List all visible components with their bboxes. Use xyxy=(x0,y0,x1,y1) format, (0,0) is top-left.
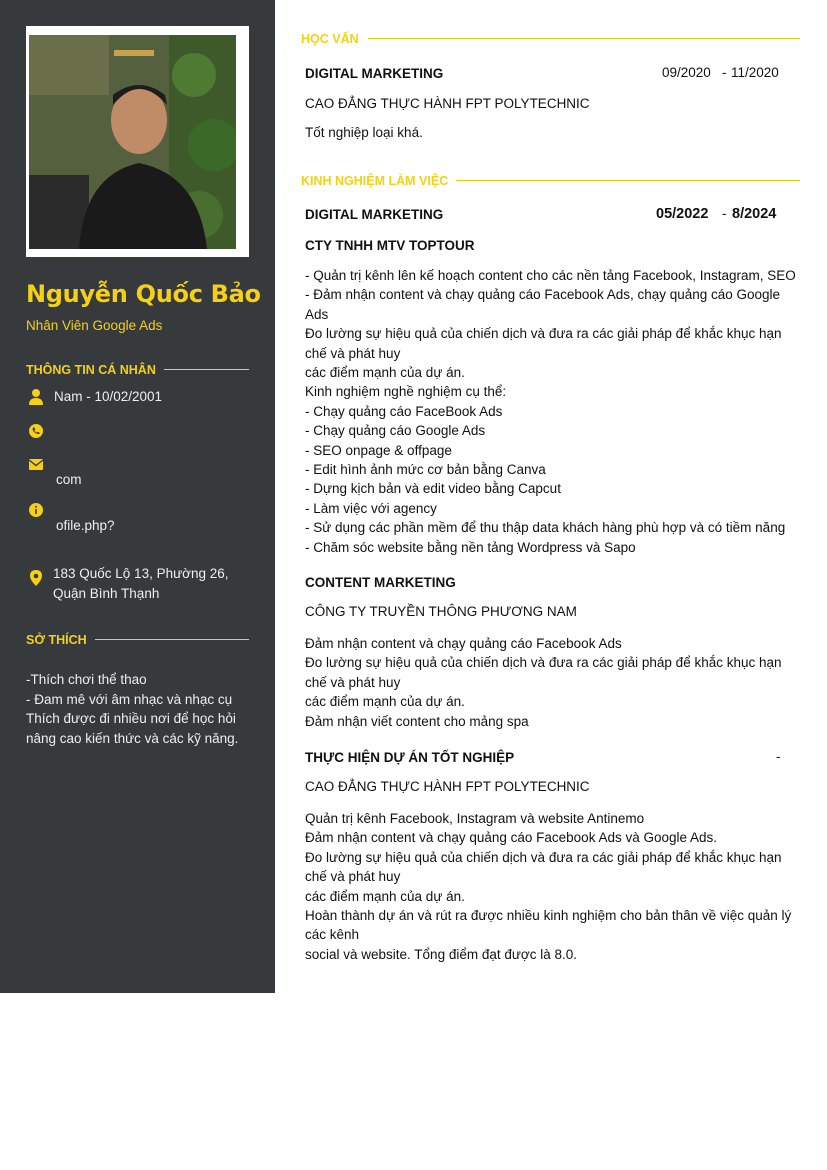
job-3-company: CAO ĐẲNG THỰC HÀNH FPT POLYTECHNIC xyxy=(305,779,590,794)
website-row xyxy=(26,501,256,541)
job-3-date-separator: - xyxy=(776,749,781,764)
education-end-date: 11/2020 xyxy=(731,65,779,80)
personal-info-heading: THÔNG TIN CÁ NHÂN xyxy=(26,363,156,377)
profile-photo-frame xyxy=(26,26,249,257)
experience-heading: KINH NGHIỆM LÀM VIỆC xyxy=(301,174,449,188)
detail-line: social và website. Tổng điểm đạt được là 8.0. xyxy=(305,946,578,962)
detail-line: Quản trị kênh Facebook, Instagram và website Antinemo xyxy=(305,811,645,826)
detail-line: Đo lường sự hiệu quả của chiến dịch và đưa ra các giải pháp để khắc khục hạn xyxy=(305,655,782,671)
detail-line: chế và phát huy xyxy=(305,674,401,690)
detail-line: chế và phát huy xyxy=(305,869,401,885)
candidate-name: Nguyễn Quốc Bảo xyxy=(26,280,261,308)
job-2-details xyxy=(305,634,782,731)
detail-line: - Edit hình ảnh mức cơ bản bằng Canva xyxy=(305,462,546,478)
detail-line: Đảm nhận content và chạy quảng cáo Facebook Ads xyxy=(305,636,622,651)
education-school: CAO ĐẲNG THỰC HÀNH FPT POLYTECHNIC xyxy=(305,96,590,111)
personal-info-divider xyxy=(164,369,249,370)
job-title: Nhân Viên Google Ads xyxy=(26,318,163,333)
sidebar xyxy=(0,0,275,993)
hobbies-list xyxy=(26,670,238,748)
website-link[interactable]: ofile.php? xyxy=(56,518,115,533)
detail-line: Hoàn thành dự án và rút ra được nhiều kinh nghiệm cho bản thân về việc quản lý xyxy=(305,908,792,924)
address-row xyxy=(26,564,256,604)
email-row xyxy=(26,455,256,495)
job-1-date-separator: - xyxy=(722,206,727,221)
hobbies-heading: SỞ THÍCH xyxy=(26,633,87,647)
detail-line: chế và phát huy xyxy=(305,345,401,361)
profile-photo-illustration xyxy=(29,35,236,249)
detail-line: - SEO onpage & offpage xyxy=(305,442,452,458)
address-line-2: Quận Bình Thạnh xyxy=(53,585,160,601)
detail-line: - Chạy quảng cáo Google Ads xyxy=(305,423,486,439)
phone-icon xyxy=(26,421,46,441)
info-icon xyxy=(26,501,46,521)
detail-line: - Sử dụng các phần mềm để thu thập data khách hàng phù hợp và có tiềm năng xyxy=(305,520,786,536)
job-1-start-date: 05/2022 xyxy=(656,206,709,222)
hobby-line: Thích được đi nhiều nơi để học hỏi xyxy=(26,711,236,726)
gender-dob: Nam - 10/02/2001 xyxy=(54,389,163,404)
detail-line: - Chạy quảng cáo FaceBook Ads xyxy=(305,403,503,419)
education-note: Tốt nghiệp loại khá. xyxy=(305,125,423,140)
gender-dob-row xyxy=(26,387,256,407)
detail-line: - Dựng kịch bản và edit video bằng Capcut xyxy=(305,481,561,497)
job-title-3: THỰC HIỆN DỰ ÁN TỐT NGHIỆP xyxy=(305,750,515,765)
profile-photo xyxy=(29,35,236,249)
job-3-details xyxy=(305,809,791,964)
address xyxy=(53,564,229,603)
detail-line: Kinh nghiệm nghề nghiệm cụ thể: xyxy=(305,384,507,400)
detail-line: các điểm mạnh của dự án. xyxy=(305,694,465,710)
location-icon xyxy=(26,568,46,588)
phone-row xyxy=(26,421,256,441)
detail-line: Đảm nhận viết content cho mảng spa xyxy=(305,713,529,729)
detail-line: các kênh xyxy=(305,927,360,943)
hobbies-divider xyxy=(95,639,249,640)
education-divider xyxy=(368,38,800,39)
detail-line: các điểm mạnh của dự án. xyxy=(305,365,465,381)
hobby-line: -Thích chơi thể thao xyxy=(26,672,147,687)
experience-divider xyxy=(456,180,800,181)
hobby-line: - Đam mê với âm nhạc và nhạc cụ xyxy=(26,691,233,707)
detail-line: - Đảm nhận content và chạy quảng cáo Facebook Ads, chạy quảng cáo Google xyxy=(305,287,781,303)
job-1-details xyxy=(305,266,796,557)
education-start-date: 09/2020 xyxy=(662,65,711,80)
detail-line: Đảm nhận content và chạy quảng cáo Facebook Ads và Google Ads. xyxy=(305,830,718,846)
job-1-end-date: 8/2024 xyxy=(732,206,777,222)
detail-line: Ads xyxy=(305,306,329,322)
education-date-separator: - xyxy=(722,65,727,80)
detail-line: - Làm việc với agency xyxy=(305,500,437,516)
education-major: DIGITAL MARKETING xyxy=(305,66,444,81)
detail-line: các điểm mạnh của dự án. xyxy=(305,888,465,904)
detail-line: - Quản trị kênh lên kế hoạch content cho các nền tảng Facebook, Instagram, SEO xyxy=(305,268,796,283)
detail-line: - Chăm sóc website bằng nền tảng Wordpress và Sapo xyxy=(305,539,636,555)
job-1-company: CTY TNHH MTV TOPTOUR xyxy=(305,238,475,253)
education-heading: HỌC VẤN xyxy=(301,32,359,46)
job-2-company: CÔNG TY TRUYỀN THÔNG PHƯƠNG NAM xyxy=(305,604,577,619)
detail-line: Đo lường sự hiệu quả của chiến dịch và đưa ra các giải pháp để khắc khục hạn xyxy=(305,326,782,342)
user-icon xyxy=(26,387,46,407)
email-address[interactable]: com xyxy=(56,472,82,487)
job-title-1: DIGITAL MARKETING xyxy=(305,207,444,222)
hobby-line: nâng cao kiến thức và các kỹ năng. xyxy=(26,730,239,746)
address-line-1: 183 Quốc Lộ 13, Phường 26, xyxy=(53,566,229,581)
email-icon xyxy=(26,455,46,475)
job-title-2: CONTENT MARKETING xyxy=(305,575,456,590)
detail-line: Đo lường sự hiệu quả của chiến dịch và đưa ra các giải pháp để khắc khục hạn xyxy=(305,849,782,865)
